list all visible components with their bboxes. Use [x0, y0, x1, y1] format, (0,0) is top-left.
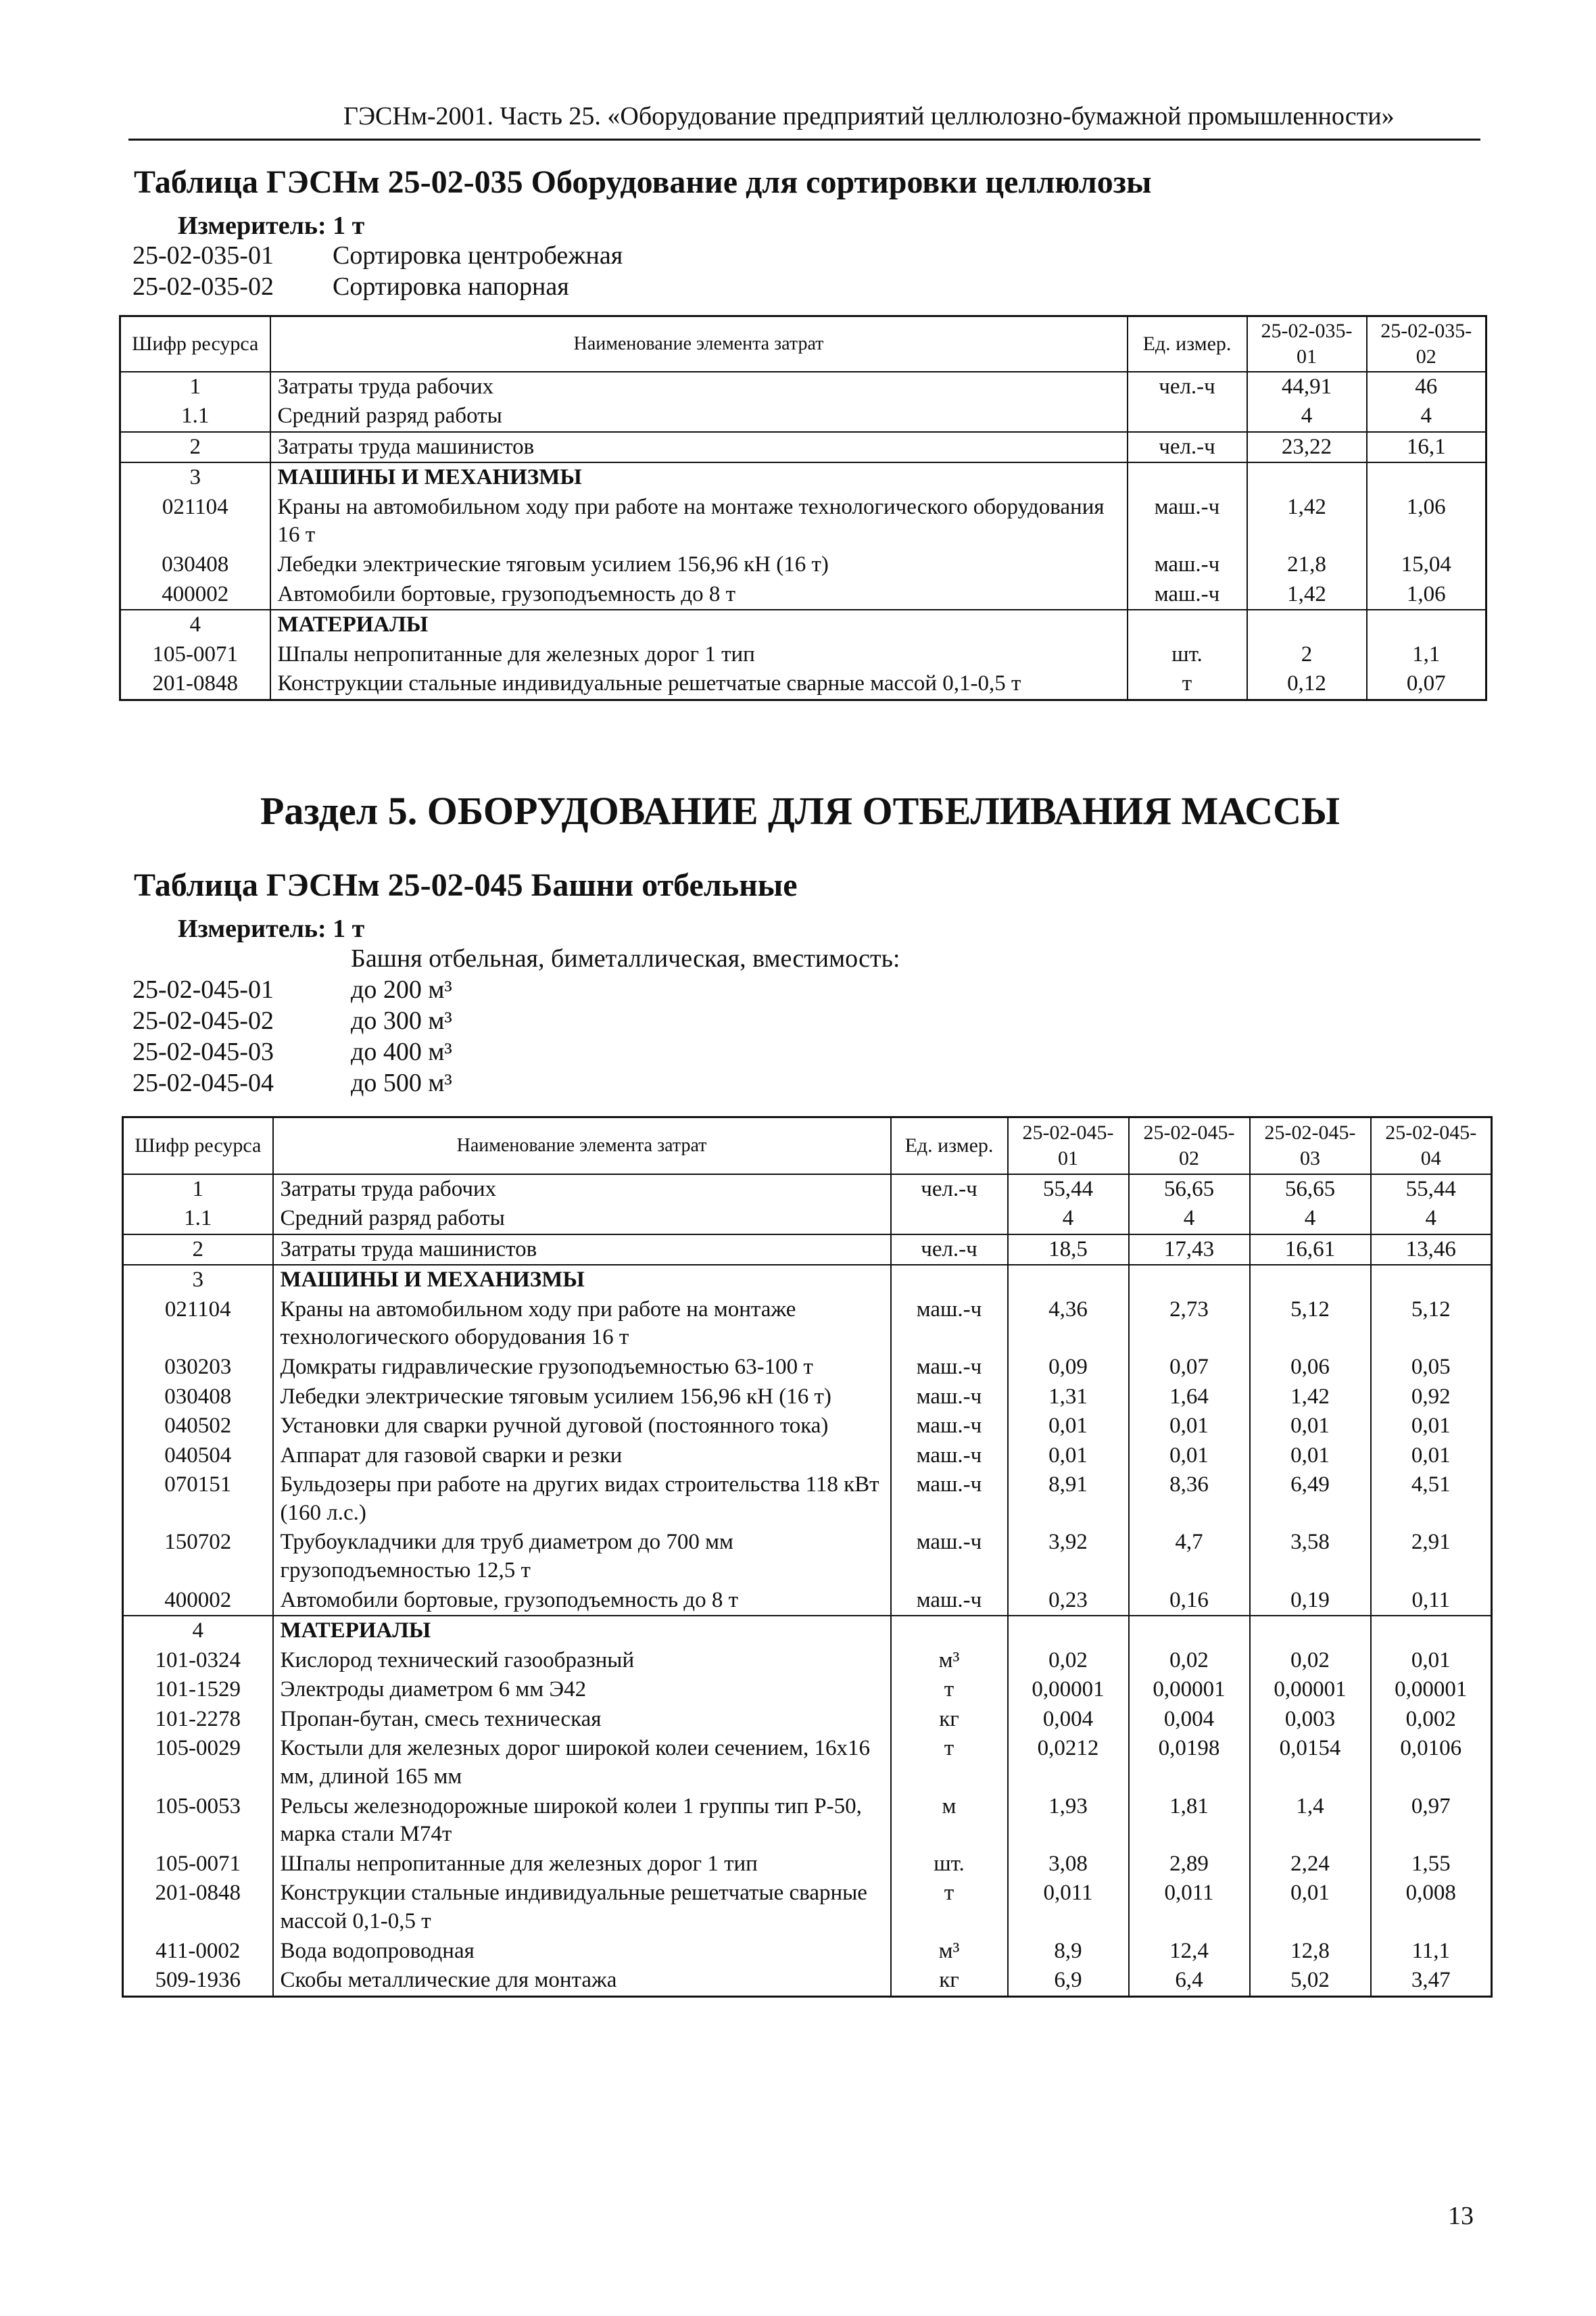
table2-variant [132, 1037, 452, 1067]
variant-name: до 500 м³ [351, 1069, 452, 1097]
variant-code: 25-02-045-04 [132, 1069, 274, 1097]
resource-name: Краны на автомобильном ходу при работе на монтаже технологического оборудования 16 т [270, 493, 1128, 550]
resource-code: 1.1 [123, 1204, 273, 1234]
value-cell: 1,06 [1367, 493, 1486, 550]
value-cell: 1,42 [1247, 493, 1367, 550]
table2-intro: Башня отбельная, биметаллическая, вместимость: [351, 944, 900, 973]
table-row [123, 1646, 1492, 1676]
unit: чел.-ч [1128, 372, 1247, 402]
value-cell [1367, 462, 1486, 493]
value-cell [1371, 1265, 1492, 1295]
value-cell: 55,44 [1008, 1174, 1129, 1205]
table2-title: Таблица ГЭСНм 25-02-045 Башни отбельные [134, 867, 798, 903]
variant-name: до 300 м³ [351, 1007, 452, 1035]
resource-name: Шпалы непропитанные для железных дорог 1 тип [273, 1850, 891, 1879]
value-cell: 4 [1129, 1204, 1250, 1234]
table-row [120, 372, 1486, 402]
value-cell: 3,58 [1250, 1528, 1371, 1585]
table-row [120, 640, 1486, 670]
value-cell: 1,4 [1250, 1792, 1371, 1850]
resource-code: 509-1936 [123, 1966, 273, 1996]
table-row [123, 1204, 1492, 1234]
value-cell: 0,06 [1250, 1353, 1371, 1382]
value-cell: 0,00001 [1129, 1675, 1250, 1705]
resource-name: Затраты труда машинистов [273, 1234, 891, 1265]
resource-table-1 [119, 315, 1487, 701]
table-row [123, 1412, 1492, 1441]
value-cell: 8,36 [1129, 1470, 1250, 1528]
value-cell: 4 [1250, 1204, 1371, 1234]
running-header: ГЭСНм-2001. Часть 25. «Оборудование предприятий целлюлозно-бумажной промышленности» [343, 102, 1395, 130]
value-cell: 6,9 [1008, 1966, 1129, 1996]
value-cell: 0,0198 [1129, 1734, 1250, 1791]
table-row [123, 1937, 1492, 1967]
value-cell: 1,42 [1247, 580, 1367, 610]
value-cell: 0,12 [1247, 669, 1367, 700]
value-cell: 0,01 [1250, 1412, 1371, 1441]
col-header-variant-1: 25-02-045-01 [1008, 1117, 1129, 1174]
table2-measure: Измеритель: 1 т [178, 915, 365, 943]
value-cell: 18,5 [1008, 1234, 1129, 1265]
table-row [123, 1441, 1492, 1471]
resource-code: 4 [123, 1616, 273, 1646]
resource-code: 2 [123, 1234, 273, 1265]
value-cell: 0,004 [1008, 1705, 1129, 1735]
resource-code: 030203 [123, 1353, 273, 1382]
resource-code: 4 [120, 610, 270, 640]
resource-name: Аппарат для газовой сварки и резки [273, 1441, 891, 1471]
table-row [123, 1586, 1492, 1616]
resource-name: Затраты труда рабочих [273, 1174, 891, 1205]
value-cell: 5,12 [1250, 1295, 1371, 1353]
table-row [123, 1675, 1492, 1705]
table-row [123, 1174, 1492, 1205]
value-cell: 0,01 [1371, 1412, 1492, 1441]
col-header-name: Наименование элемента затрат [273, 1117, 891, 1174]
value-cell: 2,91 [1371, 1528, 1492, 1585]
resource-name: Трубоукладчики для труб диаметром до 700 мм грузоподъемностью 12,5 т [273, 1528, 891, 1585]
value-cell: 0,0212 [1008, 1734, 1129, 1791]
unit: т [1128, 669, 1247, 700]
value-cell: 0,23 [1008, 1586, 1129, 1616]
value-cell: 0,01 [1008, 1412, 1129, 1441]
resource-name: Лебедки электрические тяговым усилием 156,96 кН (16 т) [273, 1382, 891, 1412]
page-number: 13 [1448, 2202, 1474, 2230]
value-cell: 0,92 [1371, 1382, 1492, 1412]
resource-code: 101-1529 [123, 1675, 273, 1705]
table-row [120, 580, 1486, 610]
value-cell [1247, 610, 1367, 640]
value-cell: 1,93 [1008, 1792, 1129, 1850]
resource-code: 400002 [120, 580, 270, 610]
unit: маш.-ч [891, 1382, 1008, 1412]
unit: чел.-ч [891, 1234, 1008, 1265]
value-cell: 16,1 [1367, 432, 1486, 463]
value-cell: 23,22 [1247, 432, 1367, 463]
value-cell: 0,11 [1371, 1586, 1492, 1616]
col-header-unit: Ед. измер. [1128, 316, 1247, 372]
value-cell: 0,011 [1008, 1879, 1129, 1936]
value-cell [1129, 1616, 1250, 1646]
unit: маш.-ч [891, 1470, 1008, 1528]
resource-code: 030408 [123, 1382, 273, 1412]
unit: кг [891, 1966, 1008, 1996]
resource-code: 105-0029 [123, 1734, 273, 1791]
value-cell: 1,81 [1129, 1792, 1250, 1850]
value-cell: 4,51 [1371, 1470, 1492, 1528]
value-cell: 21,8 [1247, 550, 1367, 580]
value-cell [1367, 610, 1486, 640]
value-cell: 0,00001 [1250, 1675, 1371, 1705]
table1-variant [132, 272, 569, 301]
value-cell: 0,00001 [1008, 1675, 1129, 1705]
table-row [120, 669, 1486, 700]
unit [1128, 462, 1247, 493]
section-title: Раздел 5. ОБОРУДОВАНИЕ ДЛЯ ОТБЕЛИВАНИЯ МАССЫ [260, 789, 1340, 833]
value-cell: 2,73 [1129, 1295, 1250, 1353]
table-row [120, 493, 1486, 550]
resource-name: МАШИНЫ И МЕХАНИЗМЫ [273, 1265, 891, 1295]
table-row [123, 1470, 1492, 1528]
table-row [120, 610, 1486, 640]
table-row [123, 1295, 1492, 1353]
unit: маш.-ч [891, 1412, 1008, 1441]
value-cell: 0,0154 [1250, 1734, 1371, 1791]
value-cell: 0,004 [1129, 1705, 1250, 1735]
variant-code: 25-02-045-02 [132, 1007, 274, 1035]
table1-title: Таблица ГЭСНм 25-02-035 Оборудование для сортировки целлюлозы [134, 164, 1152, 200]
resource-code: 105-0071 [123, 1850, 273, 1879]
value-cell: 0,05 [1371, 1353, 1492, 1382]
value-cell: 0,07 [1367, 669, 1486, 700]
resource-name: Конструкции стальные индивидуальные решетчатые сварные массой 0,1-0,5 т [270, 669, 1128, 700]
value-cell: 0,19 [1250, 1586, 1371, 1616]
resource-name: Вода водопроводная [273, 1937, 891, 1967]
col-header-code: Шифр ресурса [123, 1117, 273, 1174]
variant-name: до 400 м³ [351, 1038, 452, 1066]
value-cell: 0,01 [1250, 1441, 1371, 1471]
value-cell: 4 [1008, 1204, 1129, 1234]
value-cell: 8,91 [1008, 1470, 1129, 1528]
col-header-variant-3: 25-02-045-03 [1250, 1117, 1371, 1174]
table-row [123, 1265, 1492, 1295]
unit: чел.-ч [891, 1174, 1008, 1205]
resource-code: 201-0848 [123, 1879, 273, 1936]
resource-code: 101-0324 [123, 1646, 273, 1676]
table-row [123, 1616, 1492, 1646]
unit: маш.-ч [891, 1295, 1008, 1353]
resource-name: Пропан-бутан, смесь техническая [273, 1705, 891, 1735]
resource-name: Затраты труда машинистов [270, 432, 1128, 463]
value-cell: 0,09 [1008, 1353, 1129, 1382]
value-cell: 46 [1367, 372, 1486, 402]
unit: маш.-ч [1128, 493, 1247, 550]
unit: чел.-ч [1128, 432, 1247, 463]
table-row [123, 1792, 1492, 1850]
variant-name: Сортировка напорная [333, 272, 569, 301]
resource-name: МАТЕРИАЛЫ [270, 610, 1128, 640]
resource-name: Автомобили бортовые, грузоподъемность до 8 т [273, 1586, 891, 1616]
variant-code: 25-02-035-02 [132, 272, 274, 301]
table2-variant [132, 975, 452, 1005]
table-row [123, 1528, 1492, 1585]
value-cell: 1,06 [1367, 580, 1486, 610]
value-cell: 16,61 [1250, 1234, 1371, 1265]
variant-code: 25-02-045-01 [132, 975, 274, 1004]
table-body [120, 372, 1486, 700]
table-row [123, 1734, 1492, 1791]
unit: м [891, 1792, 1008, 1850]
col-header-name: Наименование элемента затрат [270, 316, 1128, 372]
table-body [123, 1174, 1492, 1997]
resource-code: 105-0071 [120, 640, 270, 670]
unit [891, 1616, 1008, 1646]
value-cell: 0,97 [1371, 1792, 1492, 1850]
value-cell: 1,42 [1250, 1382, 1371, 1412]
table-row [120, 402, 1486, 432]
variant-name: до 200 м³ [351, 975, 452, 1004]
unit: маш.-ч [1128, 580, 1247, 610]
value-cell: 0,02 [1008, 1646, 1129, 1676]
resource-code: 021104 [120, 493, 270, 550]
table2-variant [132, 1068, 452, 1098]
table-row [123, 1382, 1492, 1412]
resource-name: Кислород технический газообразный [273, 1646, 891, 1676]
resource-name: МАШИНЫ И МЕХАНИЗМЫ [270, 462, 1128, 493]
value-cell: 56,65 [1129, 1174, 1250, 1205]
resource-code: 040504 [123, 1441, 273, 1471]
resource-table-2 [122, 1116, 1493, 1998]
unit: т [891, 1879, 1008, 1936]
value-cell: 8,9 [1008, 1937, 1129, 1967]
table-row [123, 1353, 1492, 1382]
resource-name: Затраты труда рабочих [270, 372, 1128, 402]
value-cell: 15,04 [1367, 550, 1486, 580]
col-header-variant-2: 25-02-035-02 [1367, 316, 1486, 372]
resource-name: Краны на автомобильном ходу при работе на монтаже технологического оборудования 16 т [273, 1295, 891, 1353]
value-cell: 0,008 [1371, 1879, 1492, 1936]
value-cell: 0,01 [1129, 1412, 1250, 1441]
resource-name: Рельсы железнодорожные широкой колеи 1 группы тип Р-50, марка стали М74т [273, 1792, 891, 1850]
col-header-unit: Ед. измер. [891, 1117, 1008, 1174]
resource-name: Костыли для железных дорог широкой колеи сечением, 16х16 мм, длиной 165 мм [273, 1734, 891, 1791]
resource-code: 400002 [123, 1586, 273, 1616]
unit: маш.-ч [891, 1353, 1008, 1382]
value-cell: 6,4 [1129, 1966, 1250, 1996]
col-header-variant-4: 25-02-045-04 [1371, 1117, 1492, 1174]
resource-code: 201-0848 [120, 669, 270, 700]
value-cell: 17,43 [1129, 1234, 1250, 1265]
resource-code: 1 [120, 372, 270, 402]
table-row [120, 432, 1486, 463]
value-cell: 0,07 [1129, 1353, 1250, 1382]
unit: маш.-ч [891, 1441, 1008, 1471]
resource-code: 105-0053 [123, 1792, 273, 1850]
value-cell: 56,65 [1250, 1174, 1371, 1205]
table-row [123, 1879, 1492, 1936]
value-cell: 0,02 [1129, 1646, 1250, 1676]
resource-code: 411-0002 [123, 1937, 273, 1967]
resource-name: Скобы металлические для монтажа [273, 1966, 891, 1996]
value-cell: 44,91 [1247, 372, 1367, 402]
value-cell: 0,00001 [1371, 1675, 1492, 1705]
value-cell: 3,08 [1008, 1850, 1129, 1879]
value-cell: 2,24 [1250, 1850, 1371, 1879]
value-cell: 55,44 [1371, 1174, 1492, 1205]
resource-name: Шпалы непропитанные для железных дорог 1 тип [270, 640, 1128, 670]
unit [1128, 610, 1247, 640]
table2-variant [132, 1006, 452, 1036]
value-cell: 0,16 [1129, 1586, 1250, 1616]
value-cell: 5,12 [1371, 1295, 1492, 1353]
table-row [120, 462, 1486, 493]
resource-name: Автомобили бортовые, грузоподъемность до 8 т [270, 580, 1128, 610]
value-cell: 1,64 [1129, 1382, 1250, 1412]
value-cell: 0,01 [1371, 1441, 1492, 1471]
table-row [120, 550, 1486, 580]
unit: шт. [1128, 640, 1247, 670]
table-row [123, 1966, 1492, 1996]
value-cell: 0,02 [1250, 1646, 1371, 1676]
unit: маш.-ч [1128, 550, 1247, 580]
resource-name: Бульдозеры при работе на других видах строительства 118 кВт (160 л.с.) [273, 1470, 891, 1528]
unit: маш.-ч [891, 1528, 1008, 1585]
resource-name: Домкраты гидравлические грузоподъемностью 63-100 т [273, 1353, 891, 1382]
unit [891, 1204, 1008, 1234]
variant-name: Сортировка центробежная [333, 241, 623, 270]
value-cell: 6,49 [1250, 1470, 1371, 1528]
variant-code: 25-02-035-01 [132, 241, 274, 270]
value-cell [1247, 462, 1367, 493]
unit: кг [891, 1705, 1008, 1735]
value-cell: 0,01 [1129, 1441, 1250, 1471]
value-cell: 4 [1371, 1204, 1492, 1234]
unit: м³ [891, 1937, 1008, 1967]
resource-code: 1.1 [120, 402, 270, 432]
variant-code: 25-02-045-03 [132, 1038, 274, 1066]
resource-code: 070151 [123, 1470, 273, 1528]
resource-name: Средний разряд работы [270, 402, 1128, 432]
header-rule [128, 139, 1480, 141]
table-row [123, 1705, 1492, 1735]
resource-name: Установки для сварки ручной дуговой (постоянного тока) [273, 1412, 891, 1441]
value-cell: 3,47 [1371, 1966, 1492, 1996]
value-cell: 4,36 [1008, 1295, 1129, 1353]
unit: м³ [891, 1646, 1008, 1676]
resource-name: МАТЕРИАЛЫ [273, 1616, 891, 1646]
resource-code: 040502 [123, 1412, 273, 1441]
table-row [123, 1234, 1492, 1265]
value-cell: 5,02 [1250, 1966, 1371, 1996]
value-cell: 2 [1247, 640, 1367, 670]
value-cell: 2,89 [1129, 1850, 1250, 1879]
value-cell: 0,01 [1250, 1879, 1371, 1936]
value-cell: 11,1 [1371, 1937, 1492, 1967]
resource-name: Средний разряд работы [273, 1204, 891, 1234]
resource-name: Конструкции стальные индивидуальные решетчатые сварные массой 0,1-0,5 т [273, 1879, 891, 1936]
table1-variant [132, 241, 623, 270]
value-cell: 0,01 [1371, 1646, 1492, 1676]
resource-code: 3 [120, 462, 270, 493]
resource-code: 021104 [123, 1295, 273, 1353]
value-cell: 4 [1247, 402, 1367, 432]
value-cell: 1,55 [1371, 1850, 1492, 1879]
unit [1128, 402, 1247, 432]
value-cell: 0,0106 [1371, 1734, 1492, 1791]
resource-code: 030408 [120, 550, 270, 580]
value-cell: 0,002 [1371, 1705, 1492, 1735]
value-cell [1250, 1616, 1371, 1646]
value-cell: 12,8 [1250, 1937, 1371, 1967]
value-cell: 1,31 [1008, 1382, 1129, 1412]
value-cell: 1,1 [1367, 640, 1486, 670]
value-cell [1008, 1265, 1129, 1295]
resource-code: 3 [123, 1265, 273, 1295]
resource-code: 1 [123, 1174, 273, 1205]
col-header-variant-1: 25-02-035-01 [1247, 316, 1367, 372]
unit: шт. [891, 1850, 1008, 1879]
value-cell: 0,011 [1129, 1879, 1250, 1936]
resource-code: 101-2278 [123, 1705, 273, 1735]
table-row [123, 1850, 1492, 1879]
unit: т [891, 1675, 1008, 1705]
value-cell: 4,7 [1129, 1528, 1250, 1585]
table1-measure: Измеритель: 1 т [178, 212, 365, 240]
value-cell [1129, 1265, 1250, 1295]
resource-name: Электроды диаметром 6 мм Э42 [273, 1675, 891, 1705]
value-cell: 0,003 [1250, 1705, 1371, 1735]
value-cell [1008, 1616, 1129, 1646]
value-cell [1371, 1616, 1492, 1646]
unit: т [891, 1734, 1008, 1791]
col-header-variant-2: 25-02-045-02 [1129, 1117, 1250, 1174]
value-cell: 4 [1367, 402, 1486, 432]
value-cell: 12,4 [1129, 1937, 1250, 1967]
value-cell: 0,01 [1008, 1441, 1129, 1471]
value-cell [1250, 1265, 1371, 1295]
resource-code: 150702 [123, 1528, 273, 1585]
resource-name: Лебедки электрические тяговым усилием 156,96 кН (16 т) [270, 550, 1128, 580]
value-cell: 13,46 [1371, 1234, 1492, 1265]
col-header-code: Шифр ресурса [120, 316, 270, 372]
value-cell: 3,92 [1008, 1528, 1129, 1585]
resource-code: 2 [120, 432, 270, 463]
unit [891, 1265, 1008, 1295]
unit: маш.-ч [891, 1586, 1008, 1616]
